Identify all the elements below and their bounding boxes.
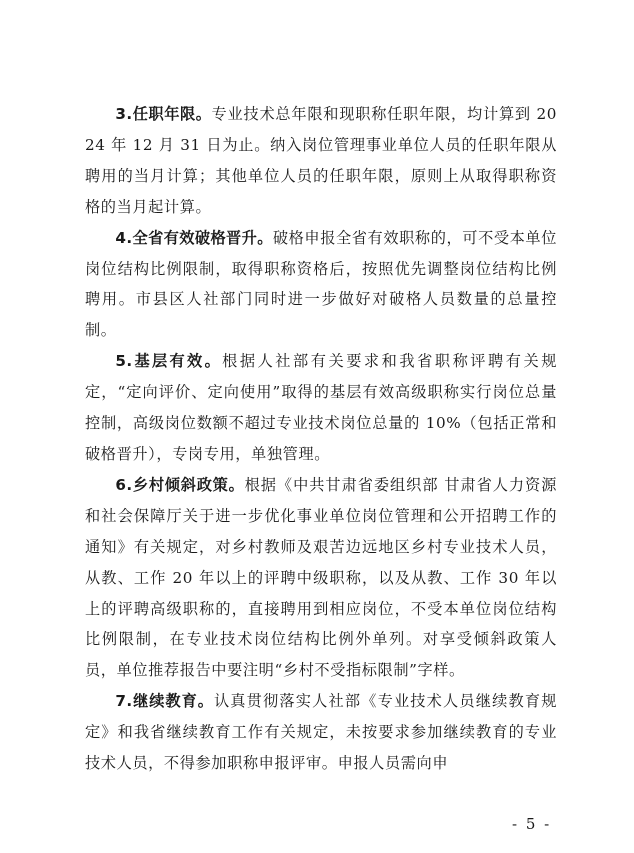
paragraph-5-heading: 5.基层有效。 (115, 352, 223, 371)
paragraph-3-heading: 3.任职年限。 (115, 105, 212, 123)
paragraph-4-text: 破格申报全省有效职称的，可不受本单位岗位结构比例限制，取得职称资格后，按照优先调整岗位结构比例聘用。市县区人社部门同时进一步做好对破格人员数量的总量控制。 (85, 228, 558, 340)
paragraph-6-heading: 6.乡村倾斜政策。 (115, 475, 245, 494)
page-number: - 5 - (512, 815, 552, 833)
paragraph-4 (85, 223, 557, 347)
paragraph-7-text: 认真贯彻落实人社部《专业技术人员继续教育规定》和我省继续教育工作有关规定，未按要求参加继续教育的专业技术人员，不得参加职称申报评审。申报人员需向申 (85, 692, 558, 773)
paragraph-7 (85, 686, 557, 779)
paragraph-6-text: 根据《中共甘肃省委组织部 甘肃省人力资源和社会保障厅关于进一步优化事业单位岗位管理和公开招聘工作的通知》有关规定，对乡村教师及艰苦边远地区乡村专业技术人员，从教、工作 20 年以上的评聘中级职称，以及从教、工作 30 年以上的评聘高级职称的，直接聘用到相应岗位，不受本单位岗位结构比例限制，在专业技术岗位结构比例外单列。对享受倾斜政策人员，单位推荐报告中要注明“乡村不受指标限制”字样。 (85, 475, 557, 680)
paragraph-6 (85, 470, 557, 686)
paragraph-3 (85, 99, 557, 223)
paragraph-4-heading: 4.全省有效破格晋升。 (115, 228, 273, 247)
paragraph-5 (85, 346, 557, 470)
paragraph-7-heading: 7.继续教育。 (115, 692, 214, 711)
paragraph-3-text: 专业技术总年限和现职称任职年限，均计算到 2024 年 12 月 31 日为止。纳入岗位管理事业单位人员的任职年限从聘用的当月计算；其他单位人员的任职年限，原则上从取得职称资格的当月起计算。 (85, 105, 558, 216)
document-body (85, 99, 557, 779)
paragraph-5-text: 根据人社部有关要求和我省职称评聘有关规定，“定向评价、定向使用”取得的基层有效高级职称实行岗位总量控制，高级岗位数额不超过专业技术岗位总量的 10%（包括正常和破格晋升），专岗专用，单独管理。 (85, 352, 557, 463)
